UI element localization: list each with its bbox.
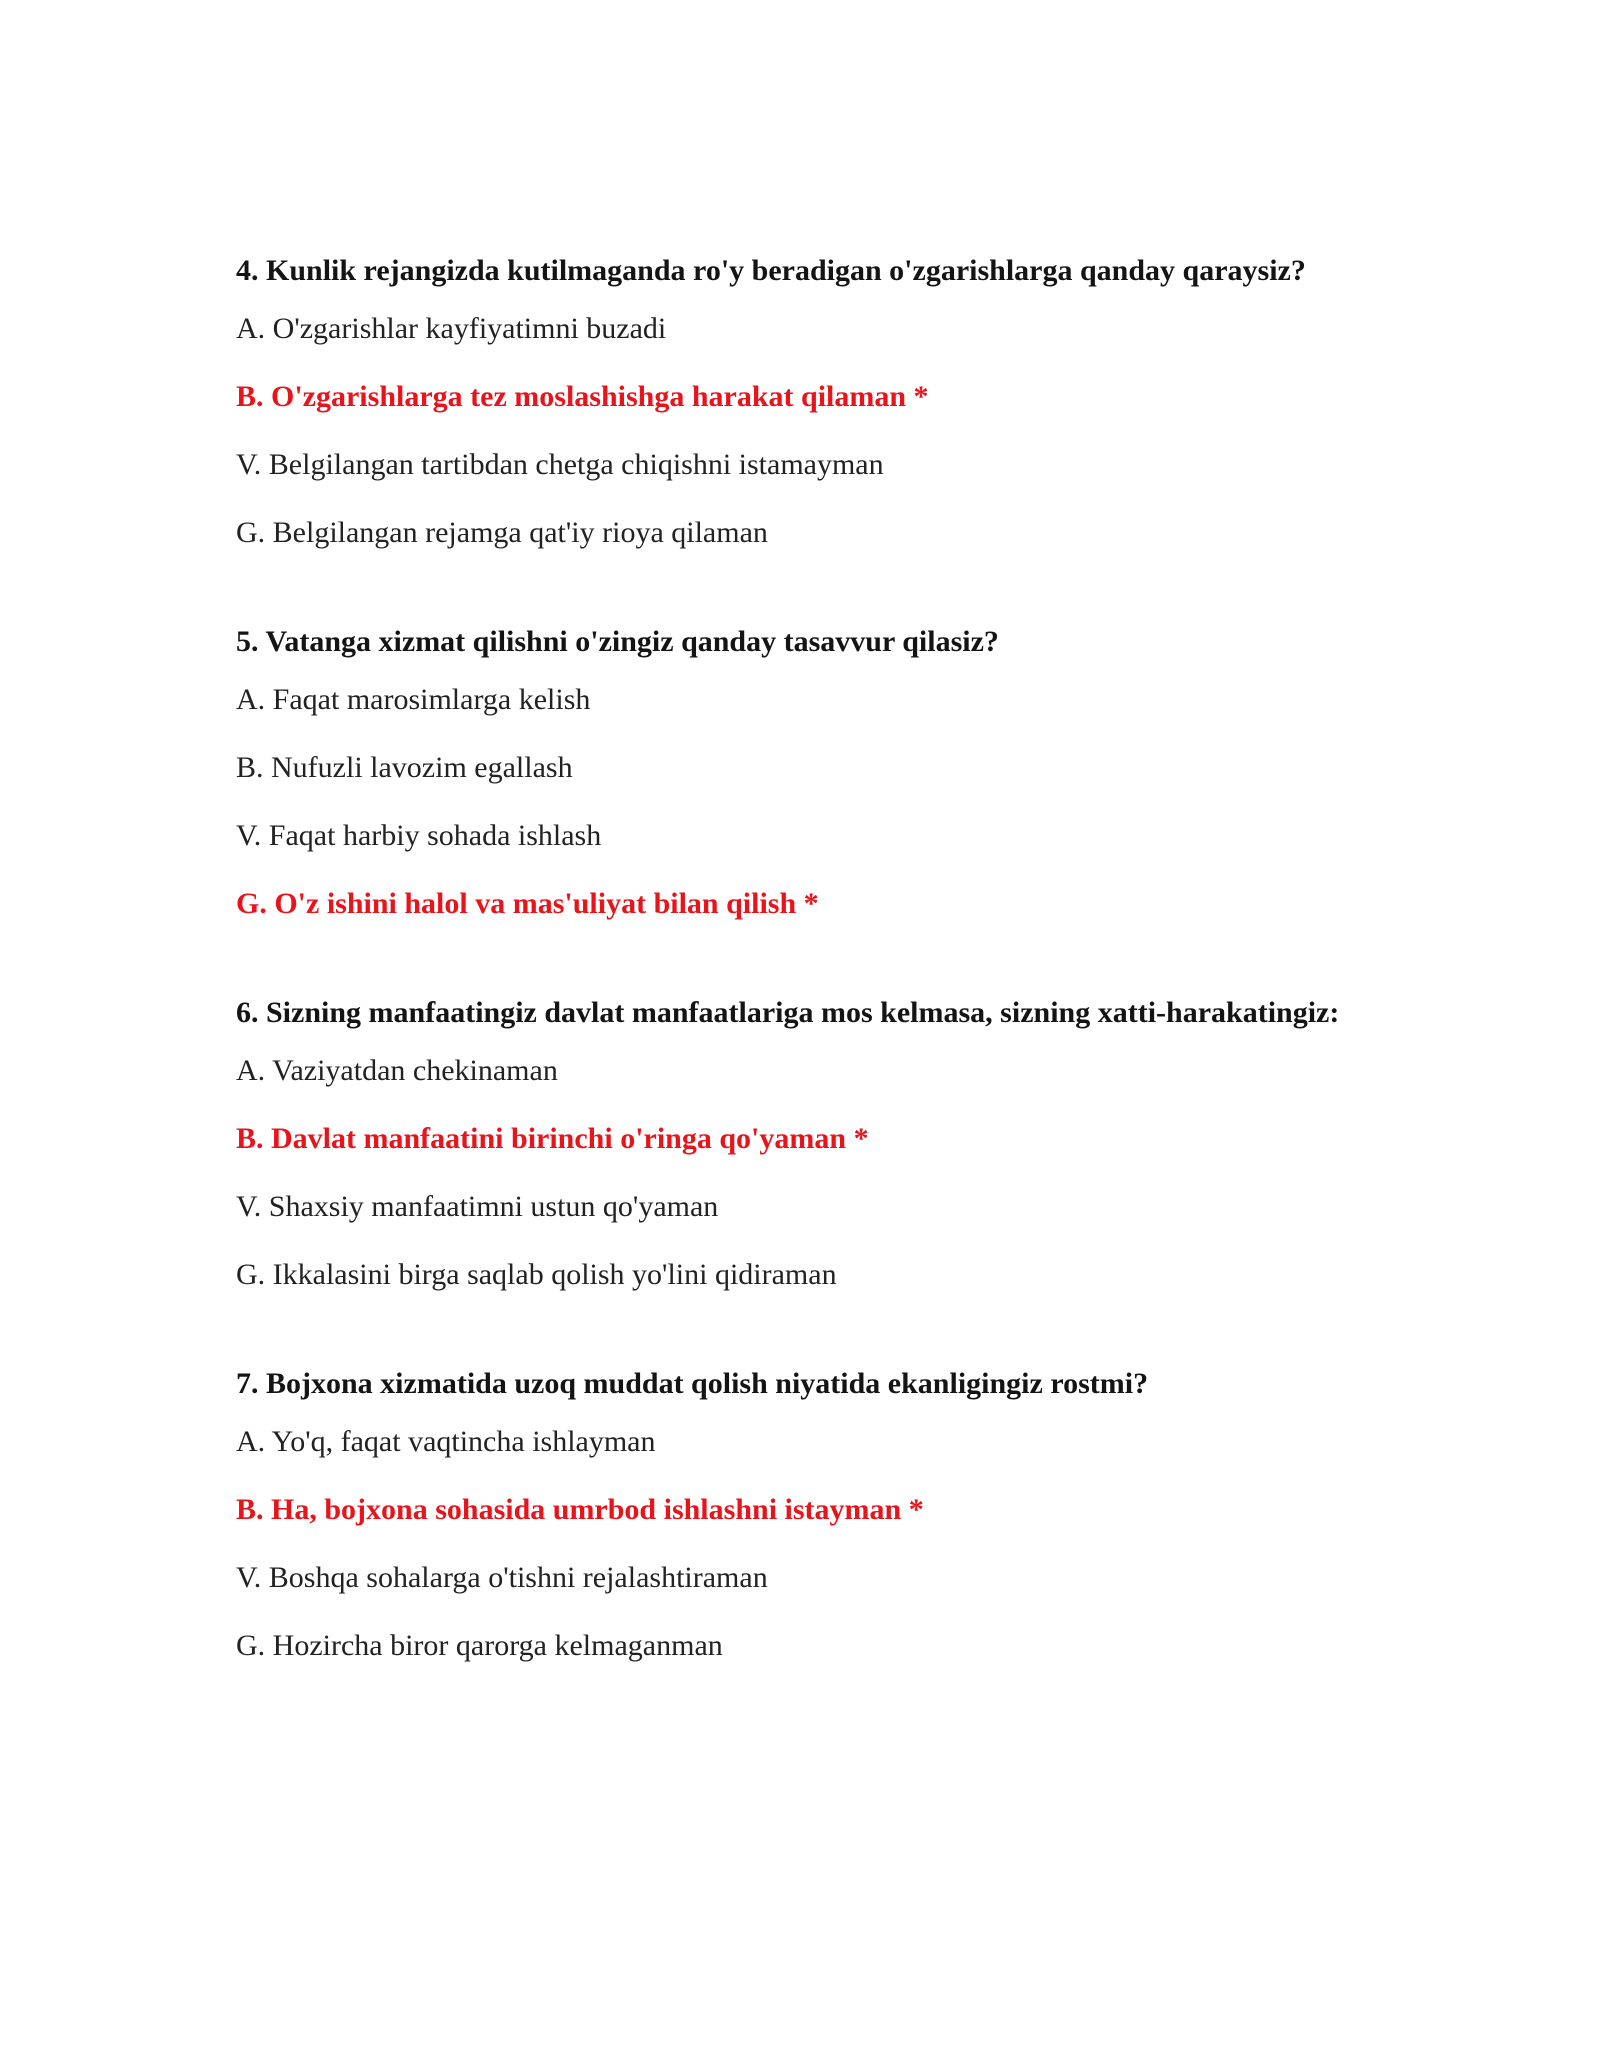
answer-option-b-correct: B. O'zgarishlarga tez moslashishga harakat qilaman *: [236, 380, 929, 413]
answer-option-g-correct: G. O'z ishini halol va mas'uliyat bilan qilish *: [236, 887, 819, 920]
quiz-content: [236, 250, 1376, 1734]
answer-option-v: V. Shaxsiy manfaatimni ustun qo'yaman: [236, 1190, 719, 1223]
answer-option-b-correct: B. Davlat manfaatini birinchi o'ringa qo'yaman *: [236, 1122, 869, 1155]
answer-option-g: G. Hozircha biror qarorga kelmaganman: [236, 1629, 723, 1662]
question-title: 7. Bojxona xizmatida uzoq muddat qolish niyatida ekanligingiz rostmi?: [236, 1367, 1149, 1400]
answer-option-g: G. Belgilangan rejamga qat'iy rioya qilaman: [236, 516, 768, 549]
answer-option-a: A. Faqat marosimlarga kelish: [236, 683, 591, 716]
answer-option-a: A. O'zgarishlar kayfiyatimni buzadi: [236, 312, 667, 345]
question-block-5: [236, 621, 1376, 922]
answer-option-a: A. Vaziyatdan chekinaman: [236, 1054, 558, 1087]
answer-option-b-correct: B. Ha, bojxona sohasida umrbod ishlashni istayman *: [236, 1493, 924, 1526]
answer-option-a: A. Yo'q, faqat vaqtincha ishlayman: [236, 1425, 656, 1458]
answer-option-v: V. Faqat harbiy sohada ishlash: [236, 819, 602, 852]
answer-option-v: V. Boshqa sohalarga o'tishni rejalashtiraman: [236, 1561, 768, 1594]
question-title: 4. Kunlik rejangizda kutilmaganda ro'y beradigan o'zgarishlarga qanday qaraysiz?: [236, 254, 1306, 287]
answer-option-g: G. Ikkalasini birga saqlab qolish yo'lini qidiraman: [236, 1258, 837, 1291]
answer-option-v: V. Belgilangan tartibdan chetga chiqishni istamayman: [236, 448, 884, 481]
question-title: 5. Vatanga xizmat qilishni o'zingiz qanday tasavvur qilasiz?: [236, 625, 999, 658]
question-block-4: [236, 250, 1376, 551]
question-title: 6. Sizning manfaatingiz davlat manfaatlariga mos kelmasa, sizning xatti-harakatingiz:: [236, 996, 1340, 1029]
answer-option-b: B. Nufuzli lavozim egallash: [236, 751, 573, 784]
question-block-7: [236, 1363, 1376, 1664]
question-block-6: [236, 992, 1376, 1293]
